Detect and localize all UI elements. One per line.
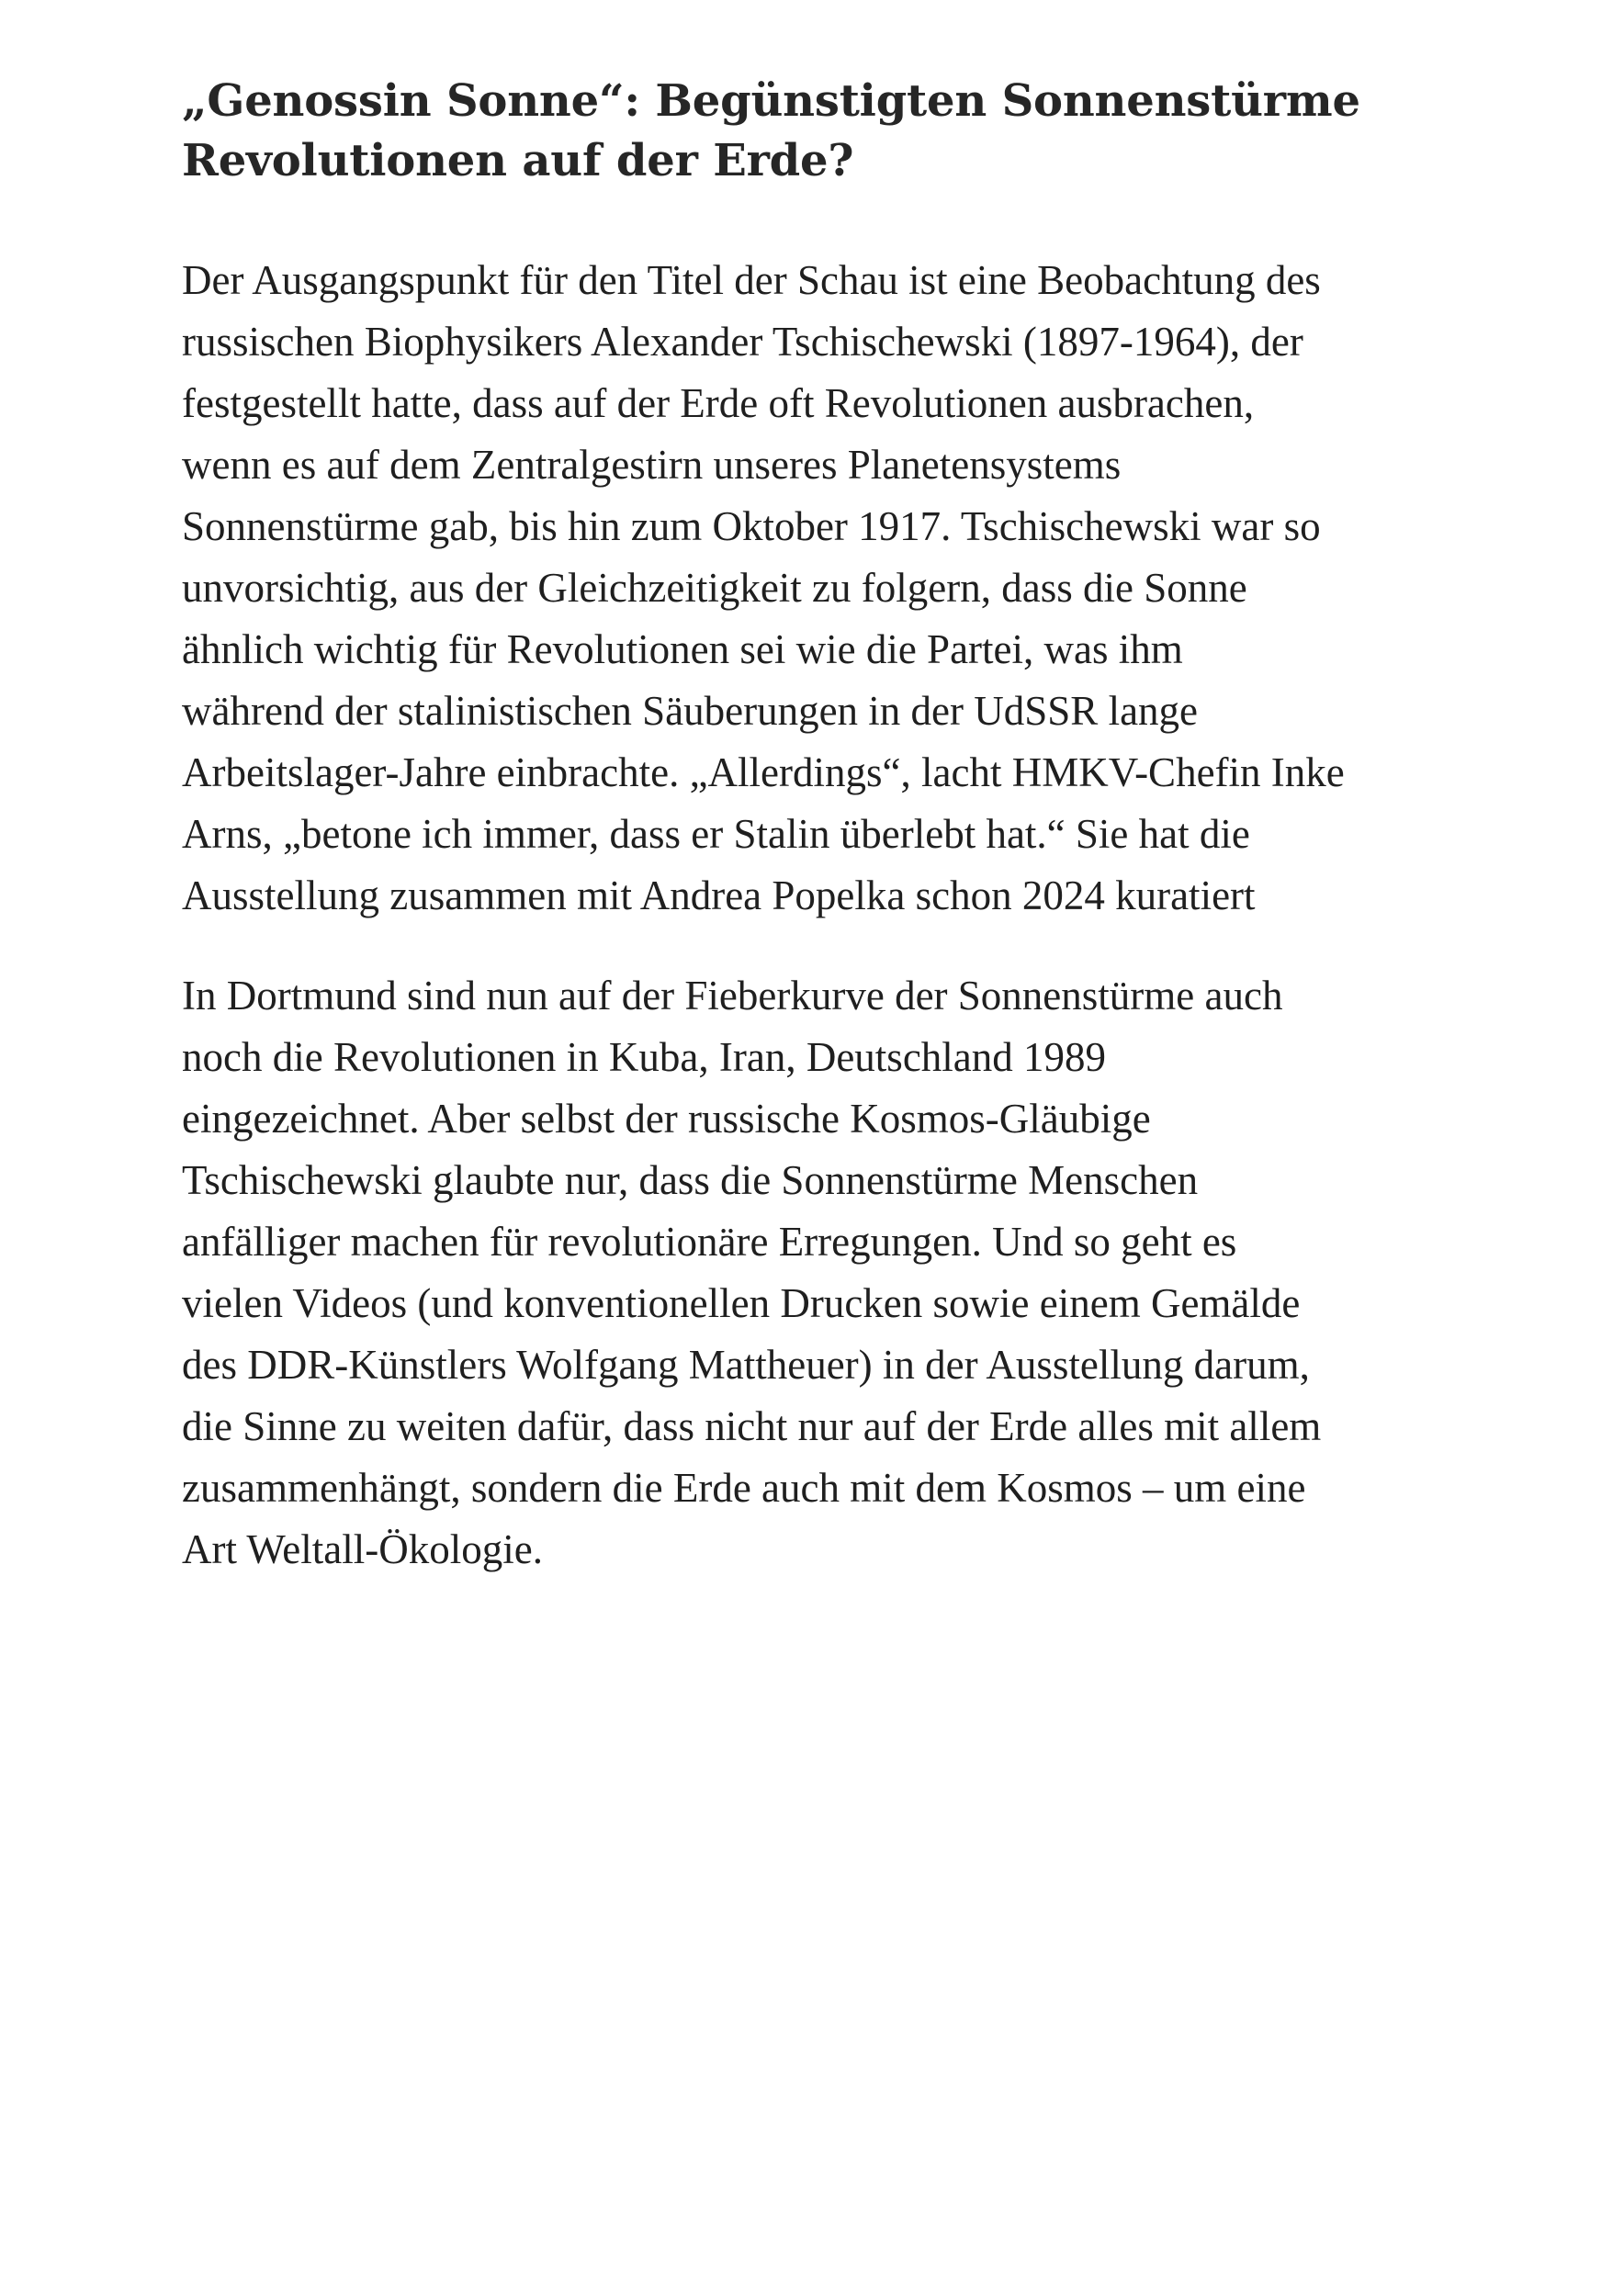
article	[182, 72, 1468, 1581]
paragraph-1	[182, 250, 1468, 927]
paragraph-line: eingezeichnet. Aber selbst der russische Kosmos-Gläubige	[182, 1096, 1151, 1142]
paragraph-line: russischen Biophysikers Alexander Tschischewski (1897-1964), der	[182, 319, 1303, 365]
paragraph-line: Arns, „betone ich immer, dass er Stalin überlebt hat.“ Sie hat die	[182, 811, 1250, 857]
paragraph-line: Der Ausgangspunkt für den Titel der Schau ist eine Beobachtung des	[182, 257, 1321, 303]
paragraph-line: während der stalinistischen Säuberungen in der UdSSR lange	[182, 688, 1199, 734]
paragraph-line: unvorsichtig, aus der Gleichzeitigkeit zu folgern, dass die Sonne	[182, 565, 1247, 611]
headline-line: „Genossin Sonne“: Begünstigten Sonnenstürme	[182, 75, 1360, 127]
paragraph-line: Arbeitslager-Jahre einbrachte. „Allerdings“, lacht HMKV-Chefin Inke	[182, 749, 1345, 795]
paragraph-line: die Sinne zu weiten dafür, dass nicht nur auf der Erde alles mit allem	[182, 1403, 1322, 1449]
paragraph-line: wenn es auf dem Zentralgestirn unseres Planetensystems	[182, 442, 1122, 488]
paragraph-line: anfälliger machen für revolutionäre Erregungen. Und so geht es	[182, 1219, 1237, 1265]
paragraph-line: In Dortmund sind nun auf der Fieberkurve der Sonnenstürme auch	[182, 973, 1283, 1019]
paragraph-line: noch die Revolutionen in Kuba, Iran, Deutschland 1989	[182, 1034, 1107, 1080]
paragraph-line: Sonnenstürme gab, bis hin zum Oktober 1917. Tschischewski war so	[182, 503, 1321, 549]
paragraph-line: des DDR-Künstlers Wolfgang Mattheuer) in der Ausstellung darum,	[182, 1342, 1310, 1388]
paragraph-line: ähnlich wichtig für Revolutionen sei wie die Partei, was ihm	[182, 626, 1183, 672]
paragraph-line: vielen Videos (und konventionellen Drucken sowie einem Gemälde	[182, 1280, 1301, 1326]
paragraph-line: zusammenhängt, sondern die Erde auch mit dem Kosmos – um eine	[182, 1465, 1306, 1511]
paragraph-line: Ausstellung zusammen mit Andrea Popelka schon 2024 kuratiert	[182, 872, 1256, 918]
paragraph-line: festgestellt hatte, dass auf der Erde oft Revolutionen ausbrachen,	[182, 380, 1255, 426]
headline-line: Revolutionen auf der Erde?	[182, 135, 854, 186]
paragraph-line: Art Weltall-Ökologie.	[182, 1526, 543, 1572]
paragraph-2	[182, 965, 1468, 1581]
article-headline	[182, 72, 1468, 191]
paragraph-line: Tschischewski glaubte nur, dass die Sonnenstürme Menschen	[182, 1157, 1199, 1203]
